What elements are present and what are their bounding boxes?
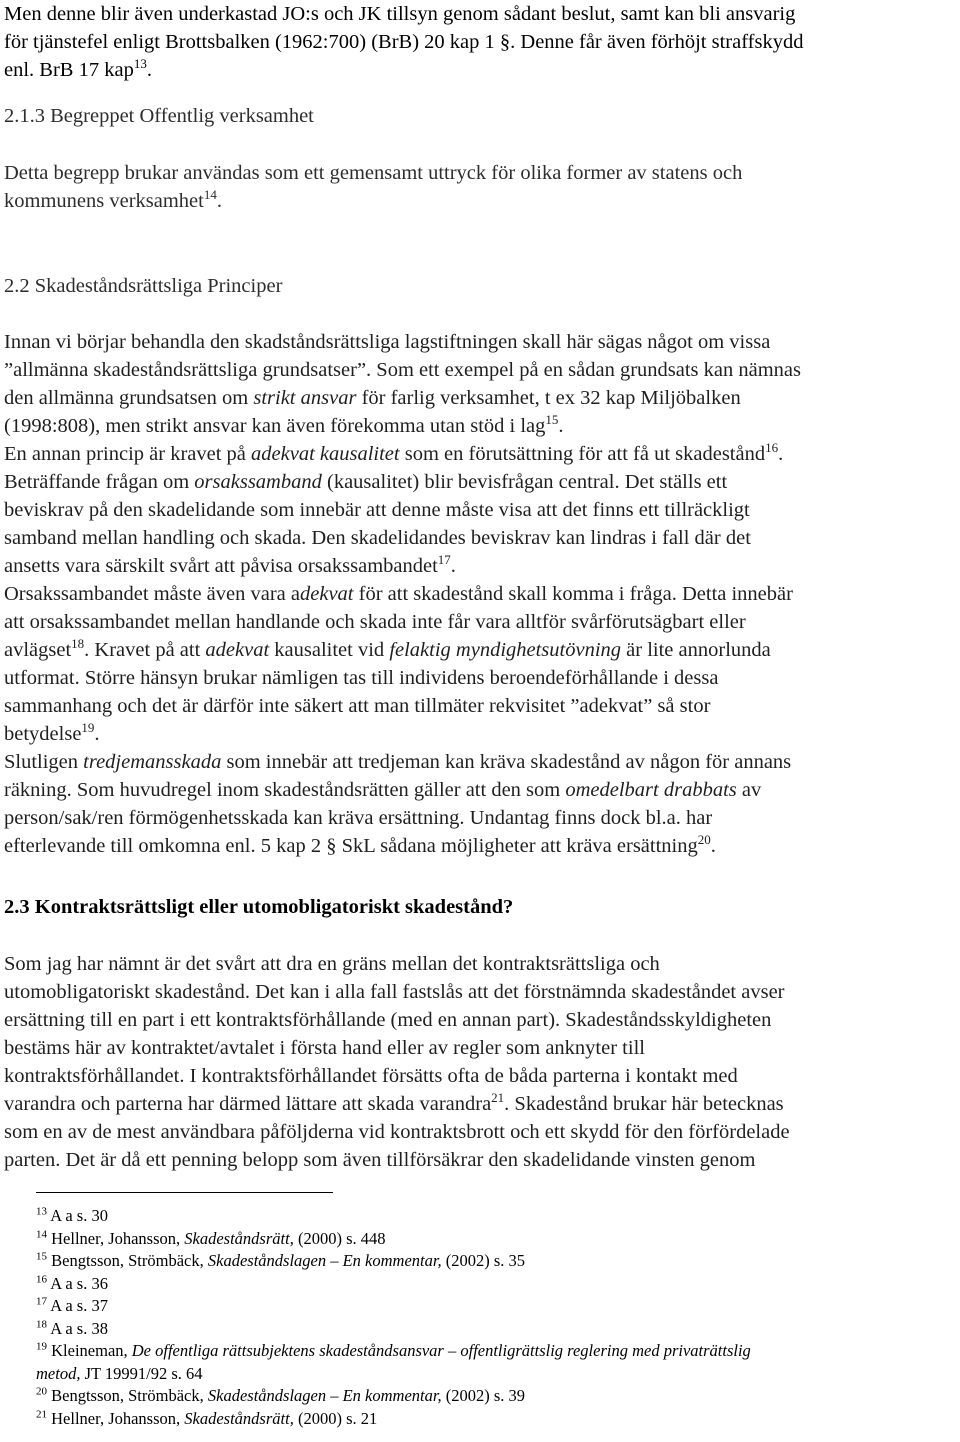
footnote-number: 15	[36, 1250, 47, 1263]
text-fragment: som en förutsättning för att få ut skadestånd	[399, 443, 766, 465]
text-line: (1998:808), men strikt ansvar kan även förekomma utan stöd i lag	[4, 415, 546, 437]
text-line: Men denne blir även underkastad JO:s och JK tillsyn genom sådant beslut, samt kan bli ansvarig	[4, 3, 796, 25]
text-line: kontraktsförhållandet. I kontraktsförhållandet försätts ofta de båda parterna i kontakt med	[4, 1065, 738, 1087]
footnote-ref: 18	[71, 636, 85, 652]
footnote-text: A a s. 38	[50, 1318, 108, 1338]
footnote-ref: 16	[765, 440, 779, 456]
footnote-title: metod,	[36, 1363, 81, 1383]
text-fragment: ?	[503, 896, 514, 918]
footnotes	[36, 1205, 956, 1430]
footnote-title: Skadeståndsrätt,	[184, 1408, 294, 1428]
italic-term: adekvat kausalitet	[251, 443, 400, 465]
text-line: Som jag har nämnt är det svårt att dra en gräns mellan det kontraktsrättsliga och	[4, 953, 660, 975]
text-fragment: .	[778, 443, 784, 465]
text-fragment: Beträffande frågan om	[4, 471, 195, 493]
text-line: beviskrav på den skadelidande som innebär att denne måste visa att det finns ett tillräckligt	[4, 499, 750, 521]
text-line: samband mellan handling och skada. Den skadelidandes beviskrav kan lindras i fall där det	[4, 527, 751, 549]
italic-term: orsakssamband	[194, 471, 322, 493]
footnote-title: Skadeståndsrätt,	[184, 1228, 294, 1248]
footnote-number: 13	[36, 1205, 47, 1218]
italic-term: felaktig myndighetsutövning	[389, 639, 622, 661]
text-fragment: Slutligen	[4, 751, 84, 773]
text-line: bestäms här av kontraktet/avtalet i första hand eller av regler som anknyter till	[4, 1037, 645, 1059]
footnote	[36, 1340, 956, 1385]
footnote-number: 14	[36, 1228, 47, 1240]
footnote-text: (2002) s. 39	[441, 1386, 526, 1405]
footnote-separator	[36, 1192, 333, 1193]
footnote-text: A a s. 36	[50, 1273, 108, 1293]
section-heading-2-3	[4, 893, 513, 921]
text-line: enl. BrB 17 kap	[4, 59, 134, 81]
text-line: utformat. Större hänsyn brukar nämligen tas till individens beroendeförhållande i dessa	[4, 667, 719, 689]
text-fragment: (kausalitet) blir bevisfrågan central. Det ställs ett	[321, 471, 728, 493]
footnote-ref: 17	[437, 552, 451, 568]
text-fragment: .	[558, 415, 564, 437]
text-line: ersättning till en part i ett kontraktsförhållande (med en annan part). Skadeståndsskyldigheten	[4, 1009, 772, 1031]
footnote-number: 16	[36, 1273, 47, 1285]
text-fragment: . Skadestånd brukar här betecknas	[504, 1093, 784, 1115]
text-line: utomobligatoriskt skadestånd. Det kan i alla fall fastslås att det förstnämnda skadeståndet avser	[4, 981, 785, 1003]
text-fragment: En annan princip är kravet på	[4, 443, 252, 465]
text-line: ”allmänna skadeståndsrättsliga grundsatser”. Som ett exempel på en sådan grundsats kan nämnas	[4, 359, 801, 381]
text-fragment: för farlig verksamhet, t ex 32 kap Miljöbalken	[356, 387, 741, 409]
text-fragment: för att skadestånd skall komma i fråga. Detta innebär	[353, 583, 793, 605]
footnote-number: 18	[36, 1318, 47, 1330]
text-line: som en av de mest användbara påföljderna vid kontraktsbrott och ett skydd för den förfördelade	[4, 1121, 790, 1143]
footnote-text: A a s. 30	[50, 1206, 108, 1225]
text-line: Innan vi börjar behandla den skadståndsrättsliga lagstiftningen skall här sägas något om vissa	[4, 331, 771, 353]
section-2-3-paragraph	[4, 950, 790, 1174]
italic-term: adekvat	[205, 639, 270, 661]
footnote	[36, 1228, 956, 1251]
text-fragment: den allmänna grundsatsen om	[4, 387, 254, 409]
italic-term: omedelbart drabbats	[565, 779, 737, 801]
text-fragment: är lite annorlunda	[621, 639, 771, 661]
footnote-title: Skadeståndslagen – En kommentar,	[207, 1386, 442, 1405]
footnote-text: (2002) s. 35	[441, 1251, 526, 1270]
heading-text: 2.3 Kontraktsrättsligt eller utomobligatoriskt skadestånd	[4, 896, 504, 918]
footnote-number: 17	[36, 1295, 47, 1308]
footnote-text: (2000) s. 21	[293, 1408, 378, 1428]
footnote-ref: 15	[545, 412, 559, 428]
footnote-ref: 19	[81, 720, 95, 736]
text-fragment: .	[216, 190, 222, 212]
footnote-ref: 21	[491, 1090, 505, 1106]
text-fragment: räkning. Som huvudregel inom skadeståndsrätten gäller att den som	[4, 779, 566, 801]
footnote-text: Bengtsson, Strömbäck,	[51, 1251, 208, 1270]
footnote	[36, 1205, 956, 1228]
text-fragment: .	[450, 555, 456, 577]
text-line: kommunens verksamhet	[4, 190, 204, 212]
text-fragment: av	[736, 779, 762, 801]
text-fragment: . Kravet på att	[84, 639, 206, 661]
text-line: parten. Det är då ett penning belopp som även tillförsäkrar den skadelidande vinsten genom	[4, 1149, 756, 1171]
heading-text: 2.2 Skadeståndsrättsliga Principer	[4, 275, 283, 297]
footnote-text: Hellner, Johansson,	[51, 1408, 185, 1428]
text-line: för tjänstefel enligt Brottsbalken (1962:700) (BrB) 20 kap 1 §. Denne får även förhöjt straffskydd	[4, 31, 804, 53]
footnote	[36, 1385, 956, 1408]
footnote	[36, 1273, 956, 1296]
text-line: betydelse	[4, 723, 82, 745]
footnote-ref: 20	[697, 832, 711, 848]
footnote-number: 21	[36, 1408, 47, 1420]
footnote-text: Bengtsson, Strömbäck,	[51, 1386, 208, 1405]
heading-text: 2.1.3 Begreppet Offentlig verksamhet	[4, 105, 314, 127]
text-line: varandra och parterna har därmed lättare att skada varandra	[4, 1093, 492, 1115]
footnote-ref: 13	[133, 56, 147, 72]
footnote-text: Hellner, Johansson,	[51, 1228, 185, 1248]
intro-paragraph	[4, 0, 804, 84]
section-2-1-3-paragraph	[4, 159, 742, 215]
italic-term: strikt ansvar	[253, 387, 357, 409]
text-fragment: Orsakssambandet måste även vara a	[4, 583, 300, 605]
footnote-ref: 14	[203, 187, 217, 203]
text-line: Detta begrepp brukar användas som ett gemensamt uttryck för olika former av statens och	[4, 162, 743, 184]
footnote-number: 20	[36, 1385, 47, 1398]
text-fragment: kausalitet vid	[269, 639, 390, 661]
footnote-title: De offentliga rättsubjektens skadeståndsansvar – offentligrättslig reglering med privaträttslig	[131, 1341, 751, 1360]
section-2-2-body	[4, 328, 801, 860]
text-line: person/sak/ren förmögenhetsskada kan kräva ersättning. Undantag finns dock bl.a. har	[4, 807, 713, 829]
text-fragment: .	[94, 723, 100, 745]
footnote	[36, 1318, 956, 1341]
footnote	[36, 1250, 956, 1273]
text-line: ansetts vara särskilt svårt att påvisa orsakssambandet	[4, 555, 438, 577]
footnote	[36, 1295, 956, 1318]
footnote-text: (2000) s. 448	[293, 1228, 386, 1248]
footnote	[36, 1408, 956, 1431]
section-heading-2-1-3	[4, 102, 314, 130]
text-fragment: som innebär att tredjeman kan kräva skadestånd av någon för annans	[221, 751, 792, 773]
text-fragment: .	[146, 59, 152, 81]
section-heading-2-2	[4, 272, 282, 300]
footnote-text: A a s. 37	[50, 1296, 108, 1315]
text-line: sammanhang och det är därför inte säkert att man tillmäter rekvisitet ”adekvat” så stor	[4, 695, 711, 717]
italic-term: tredjemansskada	[83, 751, 222, 773]
footnote-text: Kleineman,	[51, 1341, 132, 1360]
text-fragment: avlägset	[4, 639, 72, 661]
text-fragment: .	[710, 835, 716, 857]
footnote-title: Skadeståndslagen – En kommentar,	[207, 1251, 442, 1270]
footnote-number: 19	[36, 1340, 47, 1353]
italic-term: dekvat	[300, 583, 354, 605]
text-line: efterlevande till omkomna enl. 5 kap 2 § SkL sådana möjligheter att kräva ersättning	[4, 835, 698, 857]
footnote-text: JT 19991/92 s. 64	[80, 1363, 203, 1383]
text-line: att orsakssambandet mellan handlande och skada inte får vara alltför svårförutsägbart eller	[4, 611, 746, 633]
